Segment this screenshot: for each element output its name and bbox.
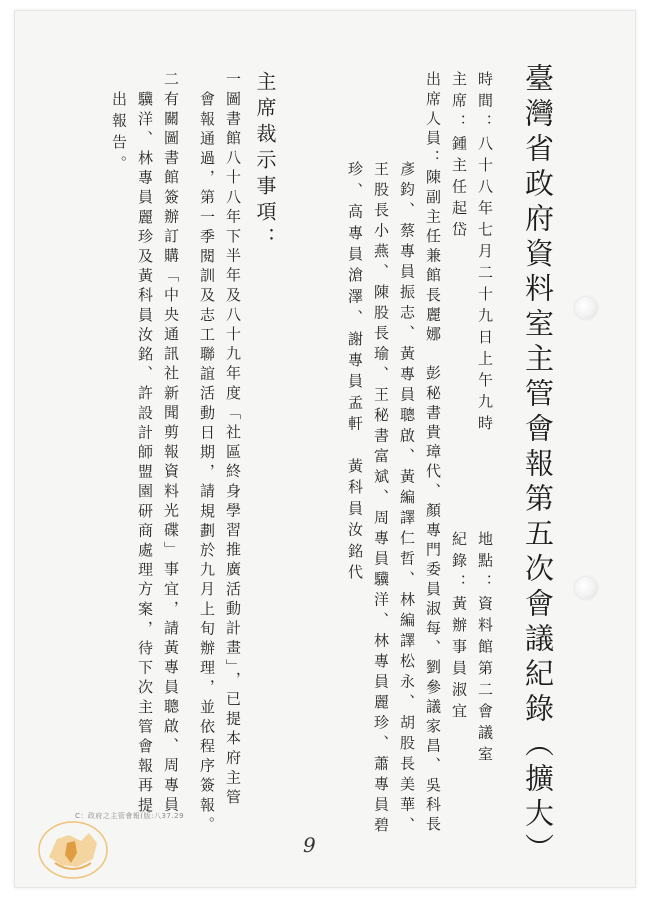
attendees-line-4: 珍、高專員滄澤、謝專員孟軒 黃科員汝銘代	[346, 161, 364, 585]
document-title: 臺灣省政府資料室主管會報第五次會議紀錄（擴大）	[521, 63, 555, 868]
meeting-time-line: 時間：八十八年七月二十九日上午九時	[476, 71, 494, 437]
directive-2-line-1: 二有關圖書館簽辦訂購「中央通訊社新聞剪報資料光碟」事宜，請黃專員聰啟、周專員	[162, 71, 180, 816]
directive-1-line-1: 一圖書館八十八年下半年及八十九年度「社區終身學習推廣活動計畫」，已提本府主管	[224, 71, 242, 809]
page-number: 9	[303, 833, 316, 857]
punch-hole-bottom	[575, 577, 597, 599]
document-page	[14, 10, 636, 888]
library-logo-icon	[37, 819, 109, 881]
punch-hole-top	[575, 297, 597, 319]
footer-note: C：政府之主管會報(版:八37.29	[75, 812, 185, 820]
recorder-line: 紀錄：黃辦事員淑宜	[450, 531, 468, 725]
attendees-line-3: 王股長小燕、陳股長瑜、王秘書富斌、周專員驥洋、林專員麗珍、蕭專員碧	[372, 161, 390, 838]
attendees-line-1: 出席人員：陳副主任兼館長麗娜 彭秘書貴璋代、顏專門委員淑每、劉參議家昌、吳科長	[424, 71, 442, 836]
meeting-location-line: 地點：資料館第二會議室	[476, 531, 494, 768]
attendees-line-2: 彥鈞、蔡專員振志、黃專員聰啟、黃編譯仁哲、林編譯松永、胡股長美華、	[398, 161, 416, 838]
directive-1-line-2: 會報通過，第一季閱訓及志工聯誼活動日期，請規劃於九月上旬辦理，並依程序簽報。	[198, 91, 216, 836]
directive-2-line-2: 驥洋、林專員麗珍及黃科員汝銘、許設計師盟園研商處理方案，待下次主管會報再提	[136, 91, 154, 817]
chairman-line: 主席：鍾主任起岱	[450, 71, 468, 243]
directives-heading: 主席裁示事項：	[253, 71, 277, 253]
directive-2-line-3: 出報告。	[110, 91, 128, 177]
